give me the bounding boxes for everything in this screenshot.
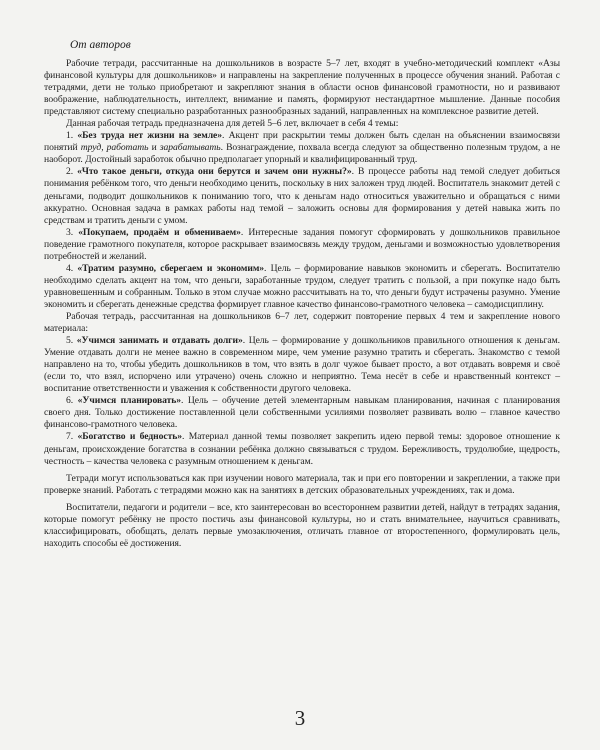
topic-5-title: «Учимся занимать и отдавать долги»	[76, 335, 243, 347]
workbook-5-6-intro: Данная рабочая тетрадь предназначена для детей 5–6 лет, включает в себя 4 темы:	[66, 118, 399, 130]
topic-3-title: «Покупаем, продаём и обмениваем»	[78, 226, 241, 238]
topic-4-title: «Тратим разумно, сберегаем и экономим»	[77, 262, 265, 274]
page-number: 3	[294, 706, 306, 730]
body-text	[44, 58, 560, 550]
topic-7-title: «Богатство и бедность»	[77, 431, 183, 443]
usage-paragraph: Тетради могут использоваться как при изучении нового материала, так и при его повторении и закреплении, а также при проверке знаний. Работать с тетрадями можно как на занятиях в детских образовательных учреждениях, так и дома.	[44, 472, 560, 496]
intro-paragraph: Рабочие тетради, рассчитанные на дошкольников в возрасте 5–7 лет, входят в учебно-методический комплект «Азы финансовой культуры для дошкольников» и направлены на закрепление полученных в процессе обучения знаний. Работая с тетрадями, дети не только приобретают и закрепляют знания в области основ финансовой грамотности, но и развивают воображение, наблюдательность, интеллект, внимание и память, формируют нестандартное мышление. Данные пособия представляют систему специально разработанных разнообразных заданий, направленных на комплексное развитие детей.	[44, 58, 560, 118]
topic-4: 4. «Тратим разумно, сберегаем и экономим». Цель – формирование навыков экономить и сберегать. Воспитателю необходимо сделать акцент на том, что деньги, заработанные трудом, следует тратить с пользой, а при покупке надо быть уравновешенным и собранным. Только в этом случае можно рассчитывать на то, что деньги будут истрачены разумно. Умение экономить и сберегать денежные средства формирует главное качество финансово-грамотного человека – самодисциплину.	[44, 262, 560, 310]
topic-1-title: «Без труда нет жизни на земле»	[77, 130, 223, 142]
section-heading: От авторов	[70, 39, 131, 51]
topic-3: 3. «Покупаем, продаём и обмениваем». Интересные задания помогут сформировать у дошкольников правильное поведение грамотного покупателя, которое раскрывает взаимосвязь между трудом, деньгами и возможностью удовлетворения потребностей и желаний.	[44, 226, 560, 262]
topic-7: 7. «Богатство и бедность». Материал данной темы позволяет закрепить идею первой темы: здоровое отношение к деньгам, происхождение богатства в сознании ребёнка должно связываться с трудом. Бережливость, трудолюбие, щедрость, честность – качества человека с разумным отношением к деньгам.	[44, 431, 560, 467]
topic-1: 1. «Без труда нет жизни на земле». Акцент при раскрытии темы должен быть сделан на объяснении взаимосвязи понятий труд, работать и зарабатывать. Вознаграждение, похвала всегда следуют за общественно полезным трудом, а не наоборот. Достойный заработок обычно предполагает упорный и квалифицированный труд.	[44, 130, 561, 166]
topic-6: 6. «Учимся планировать». Цель – обучение детей элементарным навыкам планирования, начиная с планирования своего дня. Только достижение поставленной цели собственными усилиями позволяет развивать волю – главное качество финансово-грамотного человека.	[44, 395, 560, 431]
topic-5: 5. «Учимся занимать и отдавать долги». Цель – формирование у дошкольников правильного отношения к деньгам. Умение отдавать долги не менее важно в современном мире, чем умение разумно тратить и сберегать. Знакомство с темой направлено на то, чтобы убедить дошкольников в том, что взять в долг чужое бывает просто, а вот отдавать вовремя и своё (если то, что взял, испорчено или утрачено) очень сложно и неприятно. Тема несёт в себе и нравственный контекст – воспитание ответственности и уважения к собственности другого человека.	[44, 335, 560, 395]
closing-paragraph: Воспитатели, педагоги и родители – все, кто заинтересован во всестороннем развитии детей, найдут в тетрадях задания, которые помогут ребёнку не просто постичь азы финансовой культуры, но и стать внимательнее, научиться сравнивать, классифицировать, обобщать, делать первые умозаключения, отличать главное от второстепенного, формулировать цель, находить способы её достижения.	[44, 501, 560, 549]
topic-2: 2. «Что такое деньги, откуда они берутся и зачем они нужны?». В процессе работы над темой следует добиться понимания ребёнком того, что деньги необходимо ценить, поскольку в них заложен труд людей. Воспитатель знакомит детей с деньгами, подводит дошкольников к пониманию того, что к деньгам надо относиться уважительно и обращаться с ними аккуратно. Основная задача в рамках работы над темой – заложить основы для формирования у детей навыка жить по средствам и тратить деньги с умом.	[44, 166, 560, 226]
topic-2-title: «Что такое деньги, откуда они берутся и зачем они нужны?»	[77, 166, 352, 178]
topic-6-title: «Учимся планировать»	[77, 395, 182, 407]
workbook-6-7-intro: Рабочая тетрадь, рассчитанная на дошкольников 6–7 лет, содержит повторение первых 4 тем и закрепление нового материала:	[44, 310, 560, 335]
